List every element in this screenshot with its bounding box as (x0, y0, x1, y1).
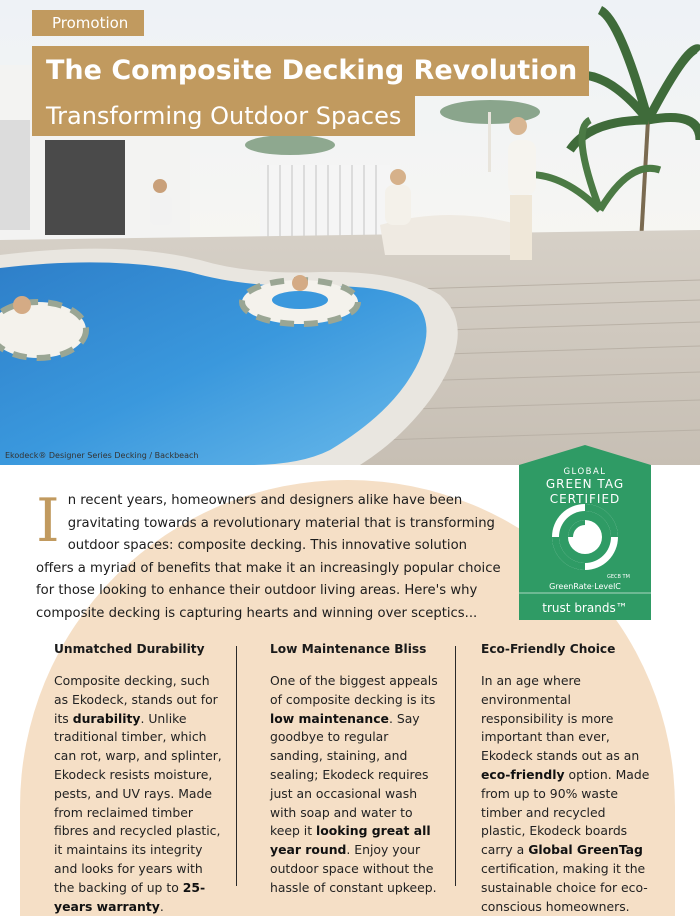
body-text: In an age where environmental responsibility is more important than ever, Ekodeck stands out as an (481, 673, 640, 764)
green-tag-badge (519, 445, 651, 620)
body-text: Composite decking, such as Ekodeck, stands out for its (54, 673, 218, 726)
column-heading: Unmatched Durability (54, 642, 205, 656)
highlight-text: Global GreenTag (528, 842, 643, 858)
body-text: certification, making it the sustainable choice for eco-conscious homeowners. (481, 860, 648, 914)
drop-cap: I (36, 486, 60, 556)
badge-gecb-mark: GECB TM (607, 574, 630, 580)
image-caption: Ekodeck® Designer Series Decking / Backbeach (5, 451, 199, 460)
badge-global: GLOBAL (563, 467, 607, 477)
highlight-text: low maintenance (270, 710, 389, 726)
page-title: The Composite Decking Revolution (32, 46, 589, 96)
column-maintenance (270, 641, 442, 898)
intro-text: n recent years, homeowners and designers alike have been gravitating towards a revolutionary material that is transforming outdoor spaces: composite decking. This innovative solution offers a myriad of benefits that make it an increasingly popular choice for those looking to enhance their outdoor living areas. Here's why composite decking is capturing hearts and winning over sceptics... (36, 493, 501, 621)
body-text: option. Made from up to 90% waste timber and recycled plastic, Ekodeck boards carry a (481, 766, 650, 858)
column-body (54, 672, 226, 916)
highlight-text: looking great all year round (270, 823, 431, 858)
green-tag-logo-icon (552, 504, 618, 570)
column-divider (455, 646, 456, 886)
badge-certified: CERTIFIED (549, 492, 621, 506)
badge-green-tag: GREEN TAG (545, 477, 625, 491)
body-text: . Say goodbye to regular sanding, staining, and sealing; Ekodeck requires just an occasional wash with soap and water to keep it (270, 710, 429, 839)
body-text: . Enjoy your outdoor space without the hassle of constant upkeep. (270, 842, 437, 895)
promotion-tag: Promotion (32, 10, 144, 36)
column-eco (481, 641, 653, 916)
badge-rating: GreenRate·LevelC (549, 582, 621, 591)
body-text: . Unlike traditional timber, which can rot, warp, and splinter, Ekodeck resists moisture, pests, and UV rays. Made from reclaimed timber fibres and recycled plastic, it maintains its integrity and looks for years with the backing of up to (54, 710, 222, 895)
column-divider (236, 646, 237, 886)
body-text: One of the biggest appeals of composite decking is its (270, 673, 438, 707)
highlight-text: durability (72, 710, 141, 726)
column-body (481, 672, 653, 916)
highlight-text: 25-years warranty (54, 879, 206, 914)
column-body (270, 672, 442, 898)
column-durability (54, 641, 226, 916)
column-heading: Low Maintenance Bliss (270, 642, 427, 656)
highlight-text: eco-friendly (481, 766, 565, 782)
intro-paragraph (36, 486, 506, 626)
column-heading: Eco-Friendly Choice (481, 642, 616, 656)
badge-trust-brands: trust brands™ (542, 601, 628, 615)
page-subtitle: Transforming Outdoor Spaces (32, 96, 415, 136)
body-text: . (159, 898, 164, 914)
